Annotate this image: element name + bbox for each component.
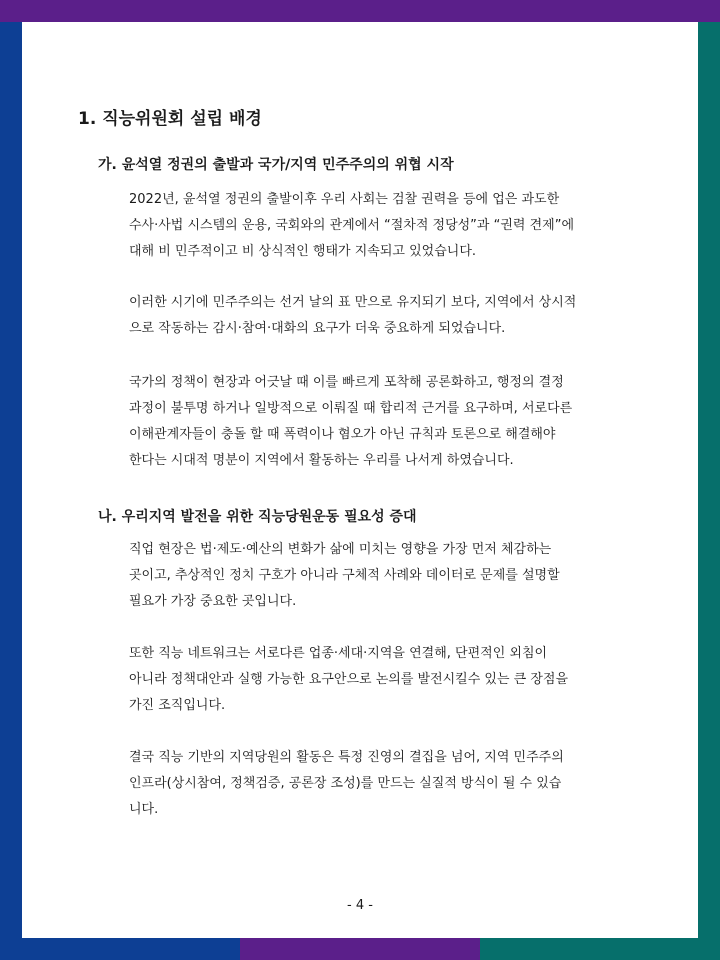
- paragraph: [129, 537, 609, 615]
- subsection-heading-na: 나. 우리지역 발전을 위한 직능당원운동 필요성 증대: [98, 509, 417, 525]
- paragraph-line: 한다는 시대적 명분이 지역에서 활동하는 우리를 나서게 하였습니다.: [129, 453, 514, 468]
- paragraph: [129, 290, 609, 342]
- paragraph-line: 수사·사법 시스템의 운용, 국회와의 관계에서 “절차적 정당성”과 “권력 견제”에: [129, 218, 575, 233]
- paragraph: [129, 641, 609, 719]
- frame-left-bar: [0, 22, 22, 938]
- paragraph-line: 곳이고, 추상적인 정치 구호가 아니라 구체적 사례와 데이터로 문제를 설명할: [129, 568, 560, 583]
- paragraph-line: 이해관계자들이 충돌 할 때 폭력이나 혐오가 아닌 규칙과 토론으로 해결해야: [129, 427, 556, 442]
- paragraph-line: 인프라(상시참여, 정책검증, 공론장 조성)를 만드는 실질적 방식이 될 수 있습: [129, 776, 562, 791]
- frame-bottom-segment-teal: [480, 938, 720, 960]
- paragraph: [129, 370, 609, 474]
- page-number: - 4 -: [347, 898, 373, 913]
- frame-top-bar: [0, 0, 720, 22]
- frame-bottom-bar: [0, 938, 720, 960]
- paragraph-line: 2022년, 윤석열 정권의 출발이후 우리 사회는 검찰 권력을 등에 업은 과도한: [129, 192, 560, 207]
- paragraph-line: 아니라 정책대안과 실행 가능한 요구안으로 논의를 발전시킬수 있는 큰 장점을: [129, 672, 569, 687]
- paragraph-line: 결국 직능 기반의 지역당원의 활동은 특정 진영의 결집을 넘어, 지역 민주주의: [129, 750, 564, 765]
- paragraph-line: 직업 현장은 법·제도·예산의 변화가 삶에 미치는 영향을 가장 먼저 체감하는: [129, 542, 552, 557]
- paragraph-line: 필요가 가장 중요한 곳입니다.: [129, 594, 297, 609]
- paragraph-line: 으로 작동하는 감시·참여·대화의 요구가 더욱 중요하게 되었습니다.: [129, 321, 506, 336]
- paragraph-line: 가진 조직입니다.: [129, 698, 226, 713]
- page-content: [22, 22, 698, 938]
- section-title: 1. 직능위원회 설립 배경: [78, 109, 262, 129]
- paragraph-line: 대해 비 민주적이고 비 상식적인 행태가 지속되고 있었습니다.: [129, 244, 477, 259]
- paragraph-line: 이러한 시기에 민주주의는 선거 날의 표 만으로 유지되기 보다, 지역에서 상시적: [129, 295, 577, 310]
- subsection-heading-ga: 가. 윤석열 정권의 출발과 국가/지역 민주주의의 위협 시작: [98, 157, 454, 173]
- frame-bottom-segment-blue: [0, 938, 240, 960]
- paragraph-line: 니다.: [129, 802, 159, 817]
- paragraph: [129, 187, 609, 265]
- paragraph-line: 또한 직능 네트워크는 서로다른 업종·세대·지역을 연결해, 단편적인 외침이: [129, 646, 548, 661]
- frame-right-bar: [698, 22, 720, 938]
- frame-bottom-segment-purple: [240, 938, 480, 960]
- paragraph-line: 과정이 불투명 하거나 일방적으로 이뤄질 때 합리적 근거를 요구하며, 서로다른: [129, 401, 573, 416]
- paragraph-line: 국가의 정책이 현장과 어긋날 때 이를 빠르게 포착해 공론화하고, 행정의 결정: [129, 375, 564, 390]
- paragraph: [129, 745, 609, 823]
